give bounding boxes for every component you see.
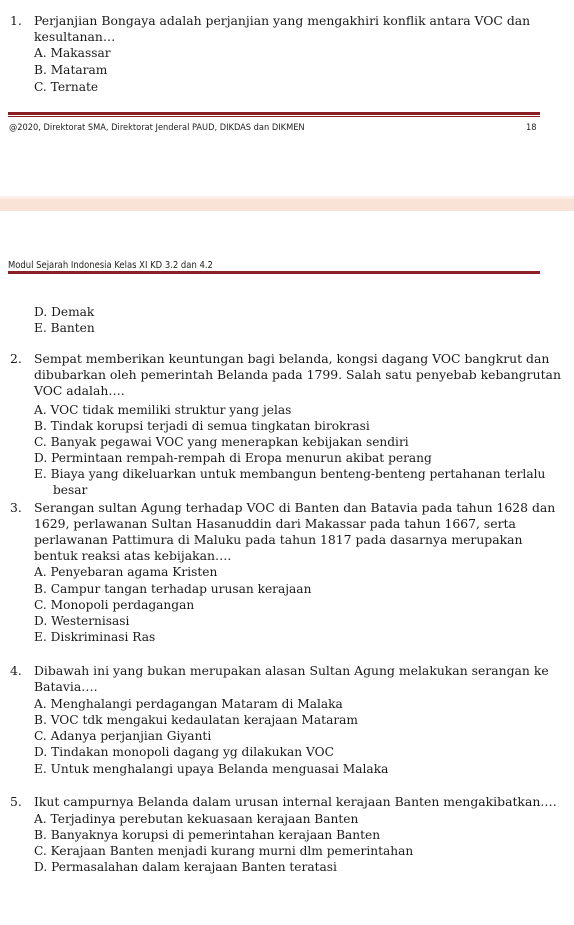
option-b: B. Mataram: [34, 63, 108, 77]
question-number: 5.: [10, 794, 22, 809]
question-text: bentuk reaksi atas kebijakan….: [34, 548, 232, 563]
option-a: A. Makassar: [34, 46, 111, 60]
option-a: A. VOC tidak memiliki struktur yang jelas: [34, 403, 292, 417]
option-d: D. Demak: [34, 305, 95, 319]
page-gap-edge: [0, 196, 574, 199]
question-text: Dibawah ini yang bukan merupakan alasan Sultan Agung melakukan serangan ke: [34, 663, 549, 678]
question-number: 3.: [10, 500, 22, 515]
footer-rule: [8, 112, 540, 115]
option-c: C. Banyak pegawai VOC yang menerapkan kebijakan sendiri: [34, 435, 409, 449]
option-c: C. Adanya perjanjian Giyanti: [34, 729, 212, 743]
option-d: D. Permintaan rempah-rempah di Eropa menurun akibat perang: [34, 451, 432, 465]
question-text: VOC adalah….: [34, 383, 125, 398]
option-b: B. Tindak korupsi terjadi di semua tingkatan birokrasi: [34, 419, 370, 433]
footer-rule-thin: [8, 116, 540, 117]
question-text: perlawanan Pattimura di Maluku pada tahun 1817 pada dasarnya merupakan: [34, 532, 523, 547]
page-header: Modul Sejarah Indonesia Kelas XI KD 3.2 dan 4.2: [8, 260, 213, 271]
question-text: Ikut campurnya Belanda dalam urusan internal kerajaan Banten mengakibatkan….: [34, 794, 557, 809]
question-number: 4.: [10, 663, 22, 678]
header-rule: [8, 271, 540, 274]
option-d: D. Permasalahan dalam kerajaan Banten teratasi: [34, 860, 337, 874]
question-number: 1.: [10, 13, 22, 28]
question-text: 1629, perlawanan Sultan Hasanuddin dari Makassar pada tahun 1667, serta: [34, 516, 516, 531]
option-d: D. Westernisasi: [34, 614, 130, 628]
question-text: kesultanan…: [34, 29, 116, 44]
question-text: Perjanjian Bongaya adalah perjanjian yang mengakhiri konflik antara VOC dan: [34, 13, 531, 28]
option-a: A. Penyebaran agama Kristen: [34, 565, 218, 579]
page-number: 18: [526, 122, 537, 133]
option-a: A. Terjadinya perebutan kekuasaan kerajaan Banten: [34, 812, 359, 826]
question-text: Batavia….: [34, 679, 98, 694]
option-c: C. Kerajaan Banten menjadi kurang murni dlm pemerintahan: [34, 844, 414, 858]
page-gap: [0, 199, 574, 211]
option-a: A. Menghalangi perdagangan Mataram di Malaka: [34, 697, 343, 711]
option-e: E. Diskriminasi Ras: [34, 630, 156, 644]
option-c: C. Monopoli perdagangan: [34, 598, 195, 612]
option-e-continuation: besar: [53, 483, 88, 497]
option-e: E. Untuk menghalangi upaya Belanda menguasai Malaka: [34, 762, 389, 776]
option-e: E. Banten: [34, 321, 95, 335]
option-b: B. Campur tangan terhadap urusan kerajaan: [34, 582, 312, 596]
option-e: E. Biaya yang dikeluarkan untuk membangun benteng-benteng pertahanan terlalu: [34, 467, 546, 481]
question-number: 2.: [10, 351, 22, 366]
question-text: Sempat memberikan keuntungan bagi belanda, kongsi dagang VOC bangkrut dan: [34, 351, 550, 366]
footer-copyright: @2020, Direktorat SMA, Direktorat Jenderal PAUD, DIKDAS dan DIKMEN: [9, 122, 305, 133]
option-c: C. Ternate: [34, 80, 99, 94]
option-d: D. Tindakan monopoli dagang yg dilakukan VOC: [34, 745, 334, 759]
question-text: Serangan sultan Agung terhadap VOC di Banten dan Batavia pada tahun 1628 dan: [34, 500, 556, 515]
option-b: B. Banyaknya korupsi di pemerintahan kerajaan Banten: [34, 828, 381, 842]
question-text: dibubarkan oleh pemerintah Belanda pada 1799. Salah satu penyebab kebangrutan: [34, 367, 561, 382]
option-b: B. VOC tdk mengakui kedaulatan kerajaan Mataram: [34, 713, 358, 727]
